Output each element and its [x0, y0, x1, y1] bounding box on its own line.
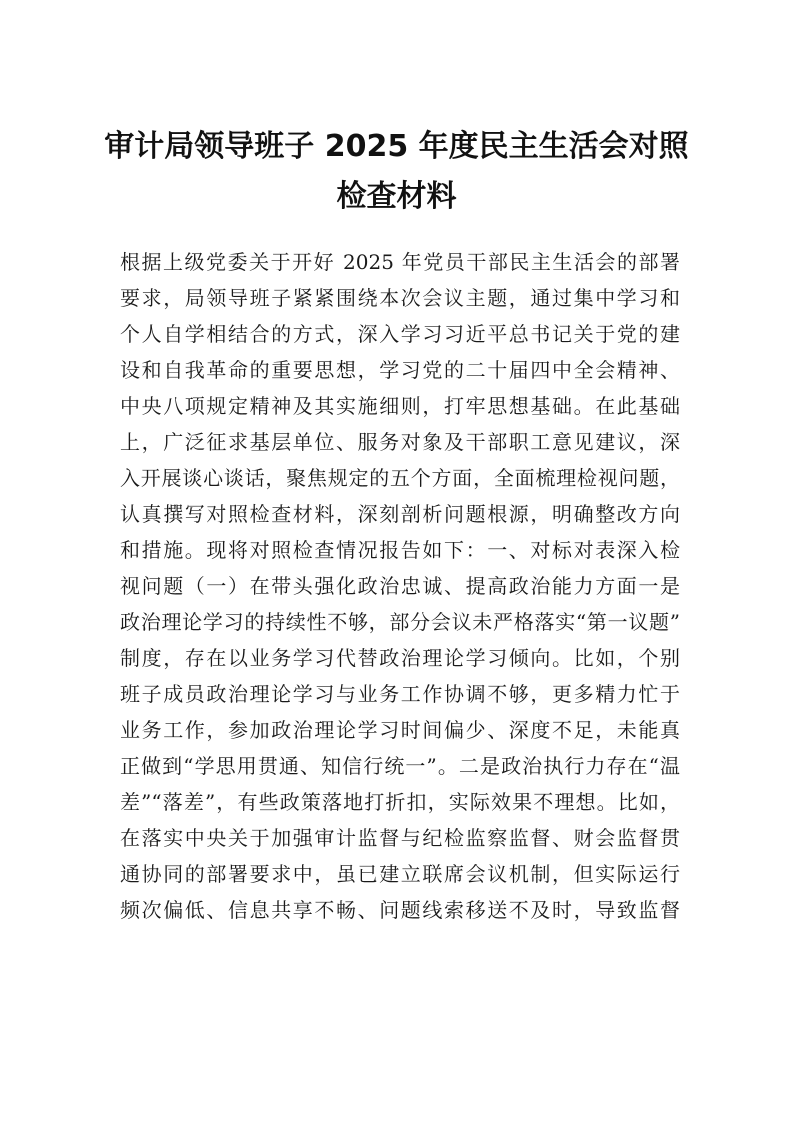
body-line: 班子成员政治理论学习与业务工作协调不够，更多精力忙于 [120, 682, 680, 706]
body-line: 视问题（一）在带头强化政治忠诚、提高政治能力方面一是 [120, 574, 680, 598]
document-body [120, 244, 680, 928]
body-line: 正做到“学思用贯通、知信行统一”。二是政治执行力存在“温 [120, 754, 680, 778]
body-line: 个人自学相结合的方式，深入学习习近平总书记关于党的建 [120, 322, 680, 346]
body-line: 在落实中央关于加强审计监督与纪检监察监督、财会监督贯 [120, 826, 680, 850]
title-line: 检查材料 [336, 179, 457, 214]
body-line: 业务工作，参加政治理论学习时间偏少、深度不足，未能真 [120, 718, 680, 742]
body-line: 中央八项规定精神及其实施细则，打牢思想基础。在此基础 [120, 394, 680, 418]
body-line: 入开展谈心谈话，聚焦规定的五个方面，全面梳理检视问题， [120, 466, 680, 490]
body-line: 设和自我革命的重要思想，学习党的二十届四中全会精神、 [120, 358, 680, 382]
body-line: 上，广泛征求基层单位、服务对象及干部职工意见建议，深 [120, 430, 680, 454]
body-line: 政治理论学习的持续性不够，部分会议未严格落实“第一议题” [120, 610, 680, 634]
body-line: 根据上级党委关于开好 2025 年党员干部民主生活会的部署 [120, 250, 680, 274]
document-title [90, 122, 703, 222]
body-line: 通协同的部署要求中，虽已建立联席会议机制，但实际运行 [120, 862, 680, 886]
body-line: 制度，存在以业务学习代替政治理论学习倾向。比如，个别 [120, 646, 680, 670]
title-line: 审计局领导班子 2025 年度民主生活会对照 [104, 129, 689, 164]
body-line: 差”“落差”，有些政策落地打折扣，实际效果不理想。比如， [120, 790, 680, 814]
body-line: 认真撰写对照检查材料，深刻剖析问题根源，明确整改方向 [120, 502, 680, 526]
body-line: 要求，局领导班子紧紧围绕本次会议主题，通过集中学习和 [120, 286, 680, 310]
body-line: 和措施。现将对照检查情况报告如下：一、对标对表深入检 [120, 538, 680, 562]
body-line: 频次偏低、信息共享不畅、问题线索移送不及时，导致监督 [120, 898, 680, 922]
